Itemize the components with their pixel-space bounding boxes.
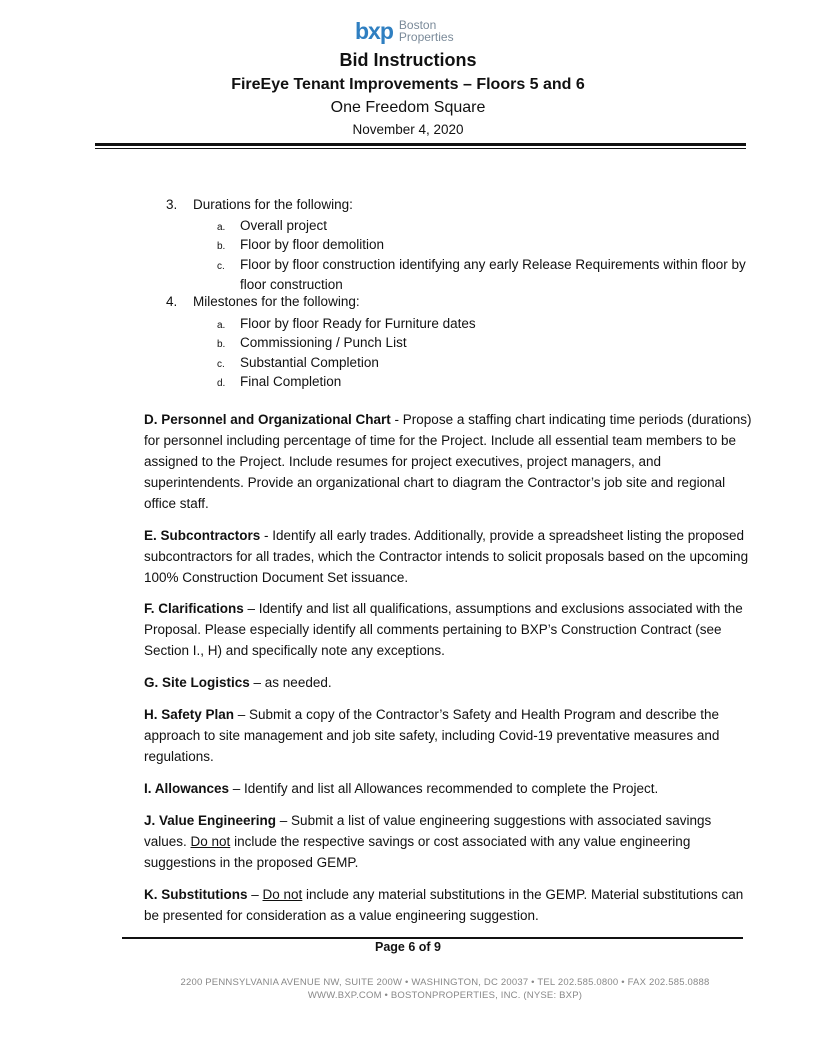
section-text: – as needed. — [249, 675, 332, 690]
sub-item-text: Overall project — [240, 218, 328, 233]
section-text-cont: include the respective savings or cost associated with any value engineering suggestions in the proposed GEMP. — [144, 834, 691, 870]
underlined-text: Do not — [262, 887, 303, 902]
list-number: 4. — [166, 294, 178, 309]
sub-item-text: Floor by floor demolition — [240, 237, 385, 252]
sub-letter: a. — [217, 222, 226, 233]
document-title: Bid Instructions — [339, 50, 477, 70]
sub-letter: b. — [217, 339, 226, 350]
section-value-engineering — [144, 810, 754, 873]
section-label: G. Site Logistics — [144, 675, 250, 690]
page-number: Page 6 of 9 — [375, 940, 441, 954]
section-text: – Identify and list all qualifications, assumptions and exclusions associated with the Proposal. Please especially identify all comments pertaining to BXP’s Construction Contract (see Section I., H) and specifically note any exceptions. — [144, 601, 743, 658]
sub-item-text: Substantial Completion — [240, 355, 379, 370]
sub-item-text: Final Completion — [240, 374, 342, 389]
section-personnel — [144, 409, 754, 514]
footer-address: 2200 PENNSYLVANIA AVENUE NW, SUITE 200W • WASHINGTON, DC 20037 • TEL 202.585.0800 • FAX 202.585.0888 — [180, 977, 710, 988]
sub-item-text: Floor by floor Ready for Furniture dates — [240, 316, 476, 331]
section-text: – Submit a copy of the Contractor’s Safety and Health Program and describe the approach to site management and job site safety, including Covid-19 preventative measures and regulations. — [144, 707, 720, 764]
footer-rule — [122, 937, 743, 939]
logo-mark: bxp — [355, 17, 393, 44]
sub-letter: c. — [217, 359, 225, 370]
logo-line-1: Boston — [398, 18, 437, 32]
list-number: 3. — [166, 197, 178, 212]
section-label: I. Allowances — [144, 781, 230, 796]
section-label: D. Personnel and Organizational Chart — [144, 412, 391, 427]
document-date: November 4, 2020 — [352, 122, 464, 137]
section-label: K. Substitutions — [144, 887, 248, 902]
project-location: One Freedom Square — [330, 99, 486, 116]
header-rule-thin — [95, 148, 746, 149]
sub-letter: b. — [217, 241, 226, 252]
section-text: – — [247, 887, 263, 902]
company-logo — [355, 16, 454, 46]
section-text: – Identify and list all Allowances recommended to complete the Project. — [229, 781, 659, 796]
sub-letter: c. — [217, 261, 225, 272]
section-text: - Propose a staffing chart indicating time periods (durations) for personnel including percentage of time for the Project. Include all essential team members to be assigned to the Project. Include resumes for project executives, project managers, and superintendents. Provide an organizational chart to diagram the Contractor’s job site and regional office staff. — [144, 412, 752, 511]
section-clarifications — [144, 598, 754, 661]
section-text: - Identify all early trades. Additionally, provide a spreadsheet listing the proposed subcontractors for all trades, which the Contractor intends to solicit proposals based on the upcoming 100% Construction Document Set issuance. — [144, 528, 749, 585]
header-rule-thick — [95, 143, 746, 146]
footer-website: WWW.BXP.COM • BOSTONPROPERTIES, INC. (NYSE: BXP) — [307, 990, 583, 1001]
section-label: H. Safety Plan — [144, 707, 235, 722]
project-name: FireEye Tenant Improvements – Floors 5 and 6 — [231, 76, 585, 93]
section-substitutions — [144, 884, 754, 926]
section-allowances — [144, 778, 754, 799]
section-label: J. Value Engineering — [144, 813, 277, 828]
section-subcontractors — [144, 525, 754, 588]
section-safety-plan — [144, 704, 754, 767]
section-label: E. Subcontractors — [144, 528, 261, 543]
sub-letter: a. — [217, 320, 226, 331]
list-item-text: Durations for the following: — [193, 197, 353, 212]
sub-item-text: Commissioning / Punch List — [240, 335, 407, 350]
logo-text — [399, 19, 454, 43]
section-site-logistics — [144, 672, 754, 693]
section-text: – Submit a list of value engineering suggestions with associated savings values. — [144, 813, 712, 849]
section-label: F. Clarifications — [144, 601, 244, 616]
sub-letter: d. — [217, 378, 226, 389]
sub-item-text: Floor by floor construction identifying any early Release Requirements within floor by floor construction — [240, 257, 746, 292]
list-item-text: Milestones for the following: — [193, 294, 360, 309]
underlined-text: Do not — [190, 834, 231, 849]
section-text-cont: include any material substitutions in the GEMP. Material substitutions can be presented for consideration as a value engineering suggestion. — [144, 887, 744, 923]
logo-line-2: Properties — [398, 30, 454, 44]
